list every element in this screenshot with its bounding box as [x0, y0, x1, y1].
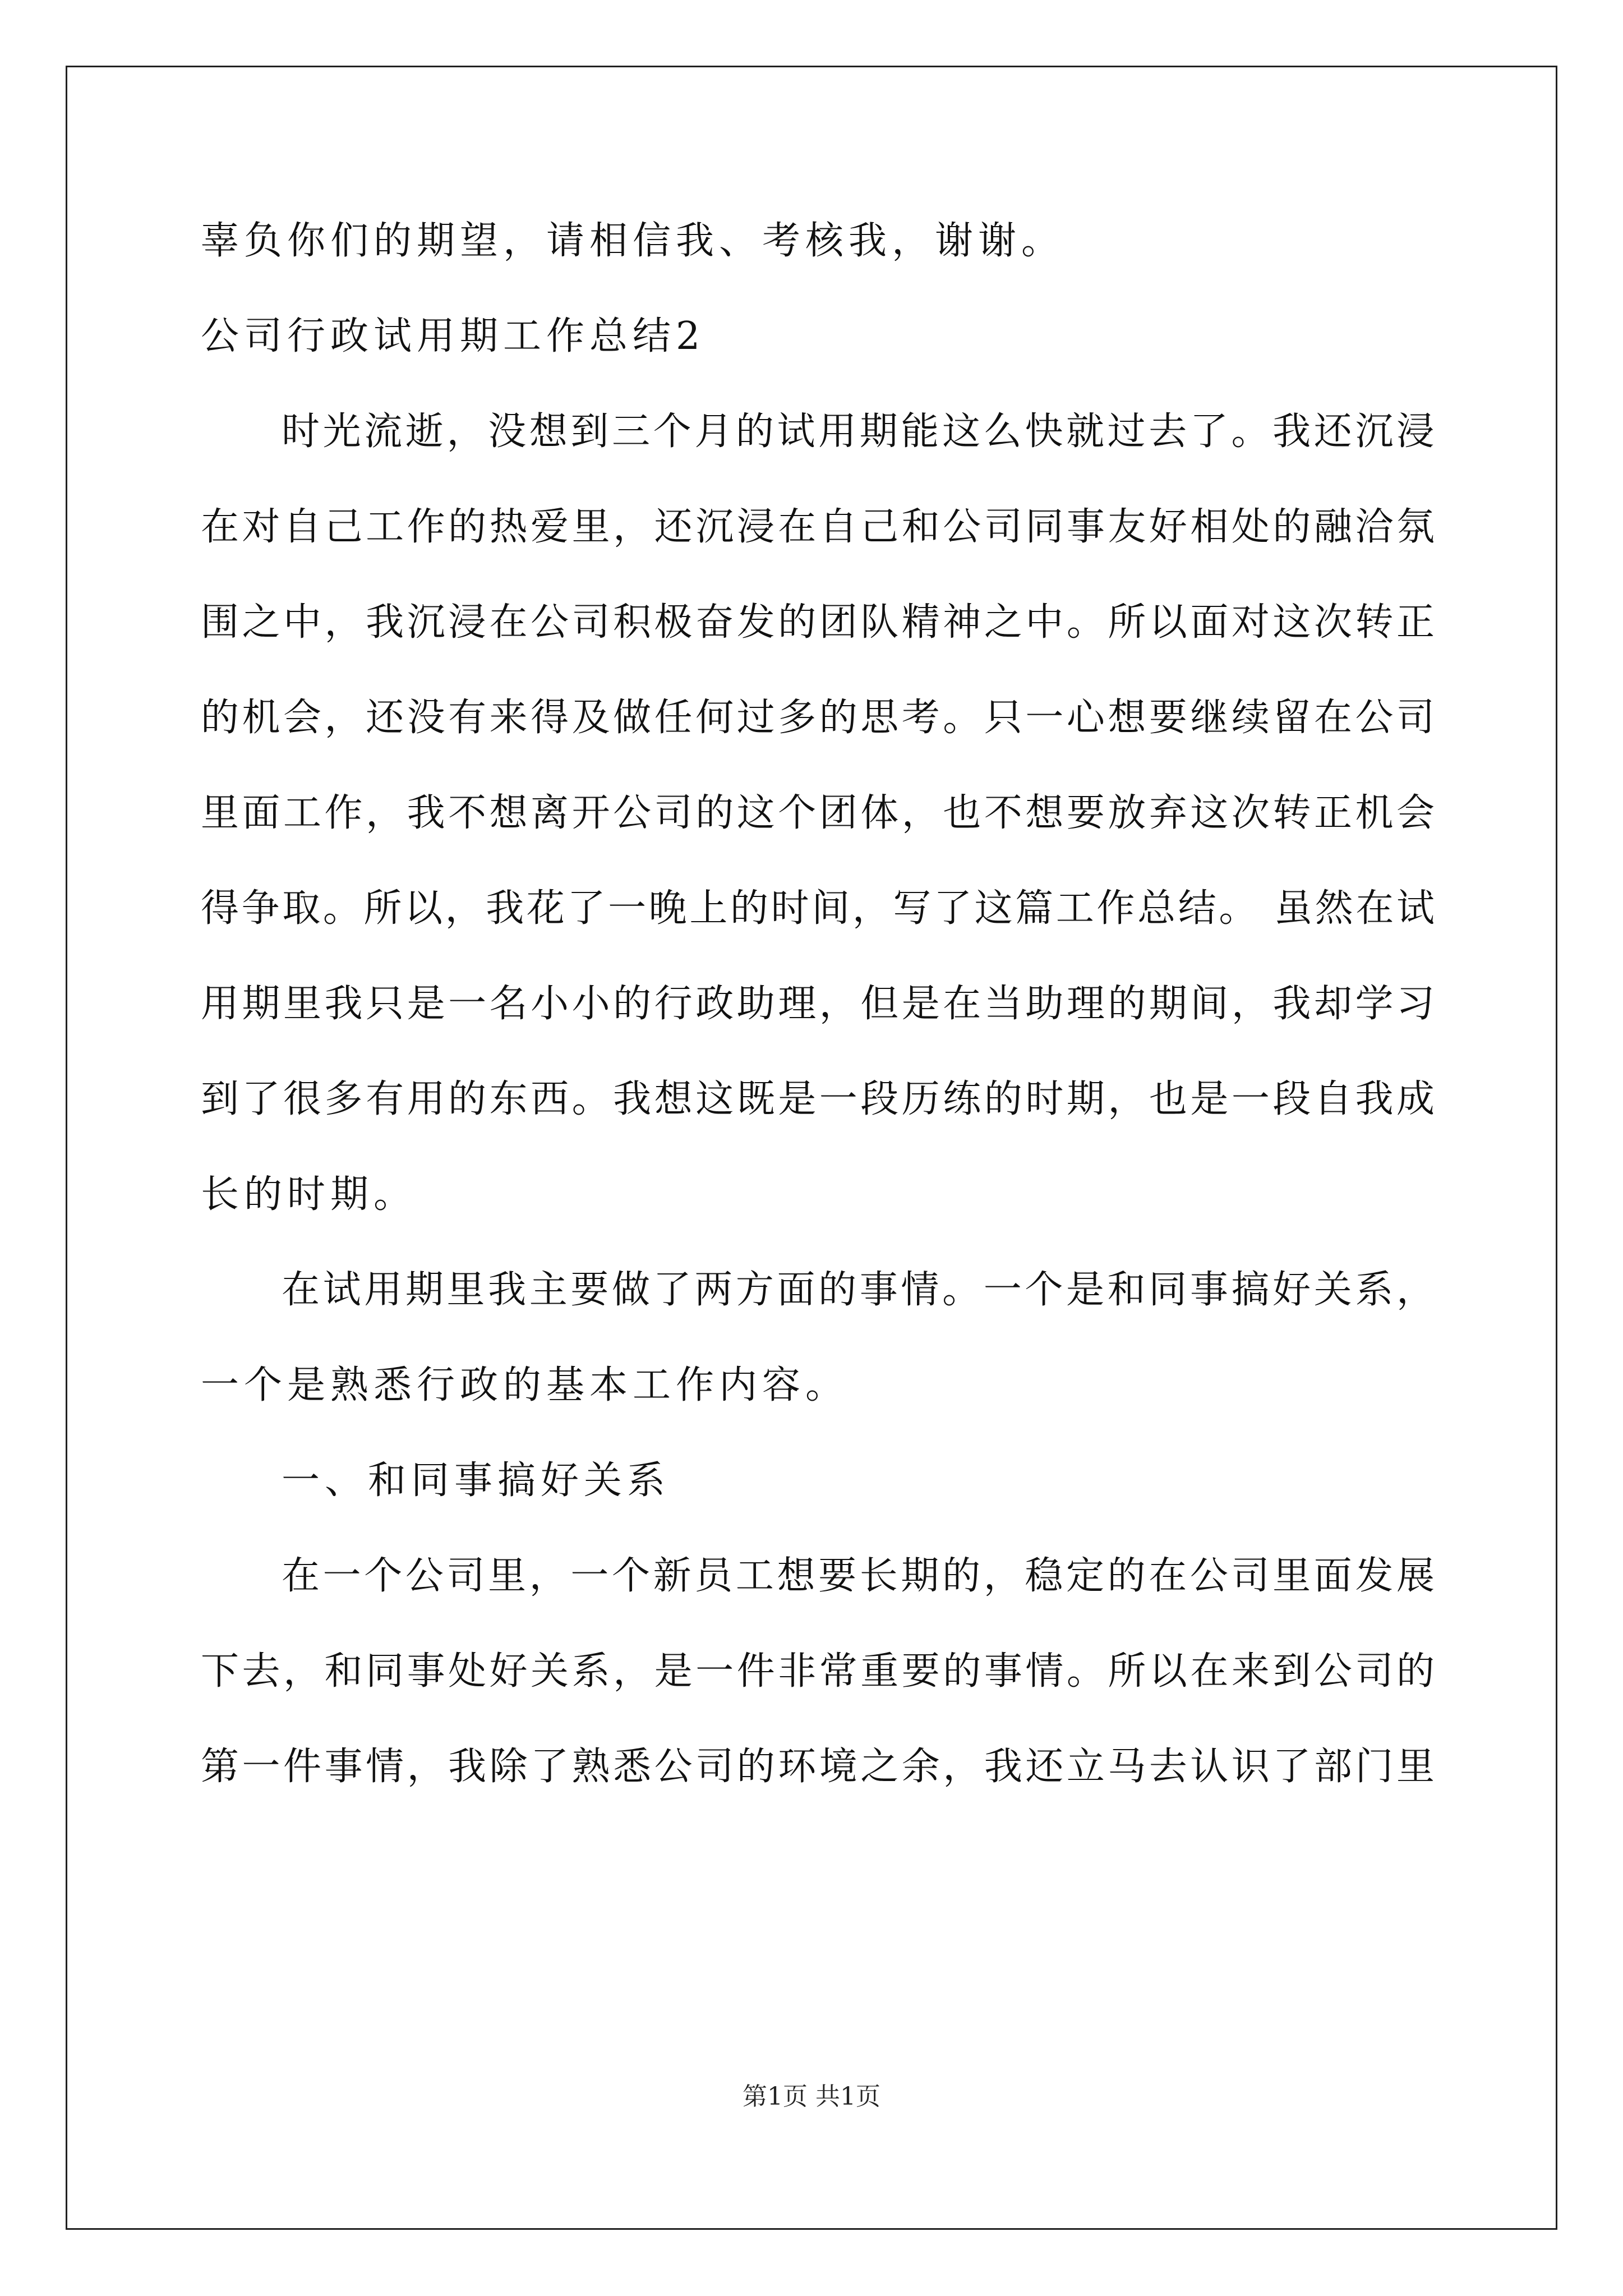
text-line: 长的时期。	[201, 1172, 417, 1217]
text-line: 围之中，我沉浸在公司积极奋发的团队精神之中。所以面对这次转正	[201, 600, 1435, 645]
text-line: 在对自己工作的热爱里，还沉浸在自己和公司同事友好相处的融洽氛	[201, 505, 1435, 549]
text-line: 一个是熟悉行政的基本工作内容。	[201, 1363, 849, 1407]
text-line: 第一件事情，我除了熟悉公司的环境之余，我还立马去认识了部门里	[201, 1745, 1435, 1789]
page-border	[66, 66, 1557, 2230]
section-title: 公司行政试用期工作总结2	[201, 314, 706, 358]
text-line: 辜负你们的期望，请相信我、考核我，谢谢。	[201, 219, 1065, 263]
text-line: 的机会，还没有来得及做任何过多的思考。只一心想要继续留在公司	[201, 696, 1435, 740]
text-line: 下去，和同事处好关系，是一件非常重要的事情。所以在来到公司的	[201, 1649, 1435, 1694]
subsection-heading: 一、和同事搞好关系	[282, 1458, 671, 1503]
text-line: 在试用期里我主要做了两方面的事情。一个是和同事搞好关系，	[282, 1268, 1435, 1312]
text-line: 用期里我只是一名小小的行政助理，但是在当助理的期间，我却学习	[201, 982, 1435, 1026]
text-line: 在一个公司里，一个新员工想要长期的，稳定的在公司里面发展	[282, 1554, 1435, 1598]
text-line: 到了很多有用的东西。我想这既是一段历练的时期，也是一段自我成	[201, 1077, 1435, 1121]
page-footer: 第1页 共1页	[743, 2082, 880, 2111]
text-line: 里面工作，我不想离开公司的这个团体，也不想要放弃这次转正机会	[201, 791, 1435, 835]
text-line: 得争取。所以，我花了一晚上的时间，写了这篇工作总结。 虽然在试	[201, 886, 1435, 931]
text-line: 时光流逝，没想到三个月的试用期能这么快就过去了。我还沉浸	[282, 409, 1435, 454]
